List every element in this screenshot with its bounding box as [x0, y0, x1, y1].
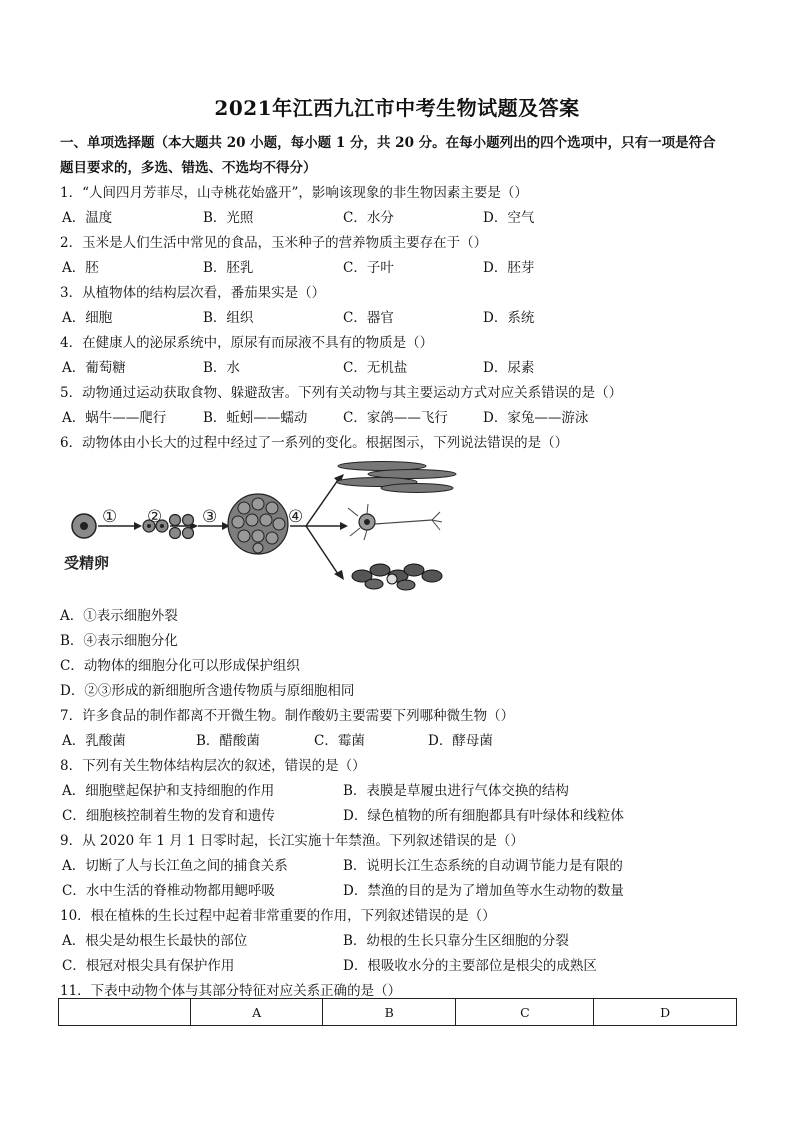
- question-8-option-d: D．绿色植物的所有细胞都具有叶绿体和线粒体: [343, 808, 624, 824]
- question-3-option-a: A．细胞: [62, 310, 113, 326]
- question-2-option-b: B．胚乳: [203, 260, 254, 276]
- question-7-option-a: A．乳酸菌: [62, 733, 126, 749]
- page-title: 2021年江西九江市中考生物试题及答案: [214, 96, 580, 120]
- question-8-option-c: C．细胞核控制着生物的发育和遗传: [62, 808, 275, 824]
- question-3-stem: 3．从植物体的结构层次看，番茄果实是（）: [60, 285, 326, 301]
- table-header-cell: A: [191, 999, 323, 1026]
- step-label-4: ④: [288, 507, 304, 527]
- question-3-option-d: D．系统: [483, 310, 535, 326]
- question-5-option-b: B．蚯蚓——蠕动: [203, 410, 308, 426]
- zygote-label: 受精卵: [64, 554, 110, 572]
- question-5-option-a: A．蜗牛——爬行: [62, 410, 167, 426]
- question-6-option-c: C．动物体的细胞分化可以形成保护组织: [60, 658, 300, 674]
- question-2-option-a: A．胚: [62, 260, 99, 276]
- question-4-option-b: B．水: [203, 360, 240, 376]
- table-header-cell: [59, 999, 191, 1026]
- question-6-option-b: B．④表示细胞分化: [60, 633, 178, 649]
- question-8-option-b: B．表膜是草履虫进行气体交换的结构: [343, 783, 569, 799]
- table-header-cell: C: [456, 999, 594, 1026]
- question-3-option-c: C．器官: [343, 310, 394, 326]
- neuron-cell: [348, 504, 442, 540]
- question-7-option-b: B．醋酸菌: [196, 733, 260, 749]
- cell-development-figure: [62, 458, 458, 596]
- question-2-stem: 2．玉米是人们生活中常见的食品，玉米种子的营养物质主要存在于（）: [60, 235, 488, 251]
- question-10-stem: 10．根在植株的生长过程中起着非常重要的作用，下列叙述错误的是（）: [60, 908, 496, 924]
- section-heading-line1: 一、单项选择题（本大题共 20 小题，每小题 1 分，共 20 分。在每小题列出的四个选项中，只有一项是符合: [60, 135, 716, 151]
- question-4-option-c: C．无机盐: [343, 360, 408, 376]
- question-11-table: [58, 998, 737, 1026]
- question-5-option-d: D．家兔——游泳: [483, 410, 589, 426]
- cell-cluster: [228, 494, 288, 554]
- question-6-option-a: A．①表示细胞外裂: [60, 608, 178, 624]
- muscle-cells: [337, 462, 456, 493]
- section-heading-line2: 题目要求的，多选、错选、不选均不得分）: [60, 160, 317, 176]
- question-2-option-d: D．胚芽: [483, 260, 535, 276]
- step-label-2: ②: [147, 507, 163, 527]
- question-8-stem: 8．下列有关生物体结构层次的叙述，错误的是（）: [60, 758, 366, 774]
- table-header-cell: D: [594, 999, 737, 1026]
- question-10-option-b: B．幼根的生长只靠分生区细胞的分裂: [343, 933, 569, 949]
- question-11-stem: 11．下表中动物个体与其部分特征对应关系正确的是（）: [60, 983, 402, 999]
- question-9-option-c: C．水中生活的脊椎动物都用鳃呼吸: [62, 883, 275, 899]
- zygote-cell: [72, 514, 96, 538]
- question-6-stem: 6．动物体由小长大的过程中经过了一系列的变化。根据图示，下列说法错误的是（）: [60, 435, 569, 451]
- question-9-option-b: B．说明长江生态系统的自动调节能力是有限的: [343, 858, 623, 874]
- question-2-option-c: C．子叶: [343, 260, 394, 276]
- question-9-option-a: A．切断了人与长江鱼之间的捕食关系: [62, 858, 288, 874]
- question-1-option-b: B．光照: [203, 210, 254, 226]
- table-header-cell: B: [322, 999, 455, 1026]
- question-8-option-a: A．细胞壁起保护和支持细胞的作用: [62, 783, 275, 799]
- question-9-stem: 9．从 2020 年 1 月 1 日零时起，长江实施十年禁渔。下列叙述错误的是（）: [60, 833, 524, 849]
- question-5-stem: 5．动物通过运动获取食物、躲避敌害。下列有关动物与其主要运动方式对应关系错误的是（）: [60, 385, 623, 401]
- question-7-option-c: C．霉菌: [314, 733, 365, 749]
- question-10-option-a: A．根尖是幼根生长最快的部位: [62, 933, 248, 949]
- question-10-option-c: C．根冠对根尖具有保护作用: [62, 958, 235, 974]
- question-4-stem: 4．在健康人的泌尿系统中，原尿有而尿液不具有的物质是（）: [60, 335, 434, 351]
- question-1-option-c: C．水分: [343, 210, 394, 226]
- question-3-option-b: B．组织: [203, 310, 254, 326]
- question-7-stem: 7．许多食品的制作都离不开微生物。制作酸奶主要需要下列哪种微生物（）: [60, 708, 515, 724]
- question-10-option-d: D．根吸收水分的主要部位是根尖的成熟区: [343, 958, 597, 974]
- question-1-option-d: D．空气: [483, 210, 535, 226]
- question-1-option-a: A．温度: [62, 210, 113, 226]
- question-7-option-d: D．酵母菌: [428, 733, 493, 749]
- question-9-option-d: D．禁渔的目的是为了增加鱼等水生动物的数量: [343, 883, 624, 899]
- question-6-option-d: D．②③形成的新细胞所含遗传物质与原细胞相同: [60, 683, 355, 699]
- question-4-option-a: A．葡萄糖: [62, 360, 126, 376]
- question-4-option-d: D．尿素: [483, 360, 535, 376]
- blood-cells: [352, 564, 442, 590]
- question-1-stem: 1．“人间四月芳菲尽，山寺桃花始盛开”，影响该现象的非生物因素主要是（）: [60, 185, 528, 201]
- step-label-3: ③: [202, 507, 218, 527]
- question-5-option-c: C．家鸽——飞行: [343, 410, 448, 426]
- step-label-1: ①: [102, 507, 118, 527]
- table-row: [59, 999, 737, 1026]
